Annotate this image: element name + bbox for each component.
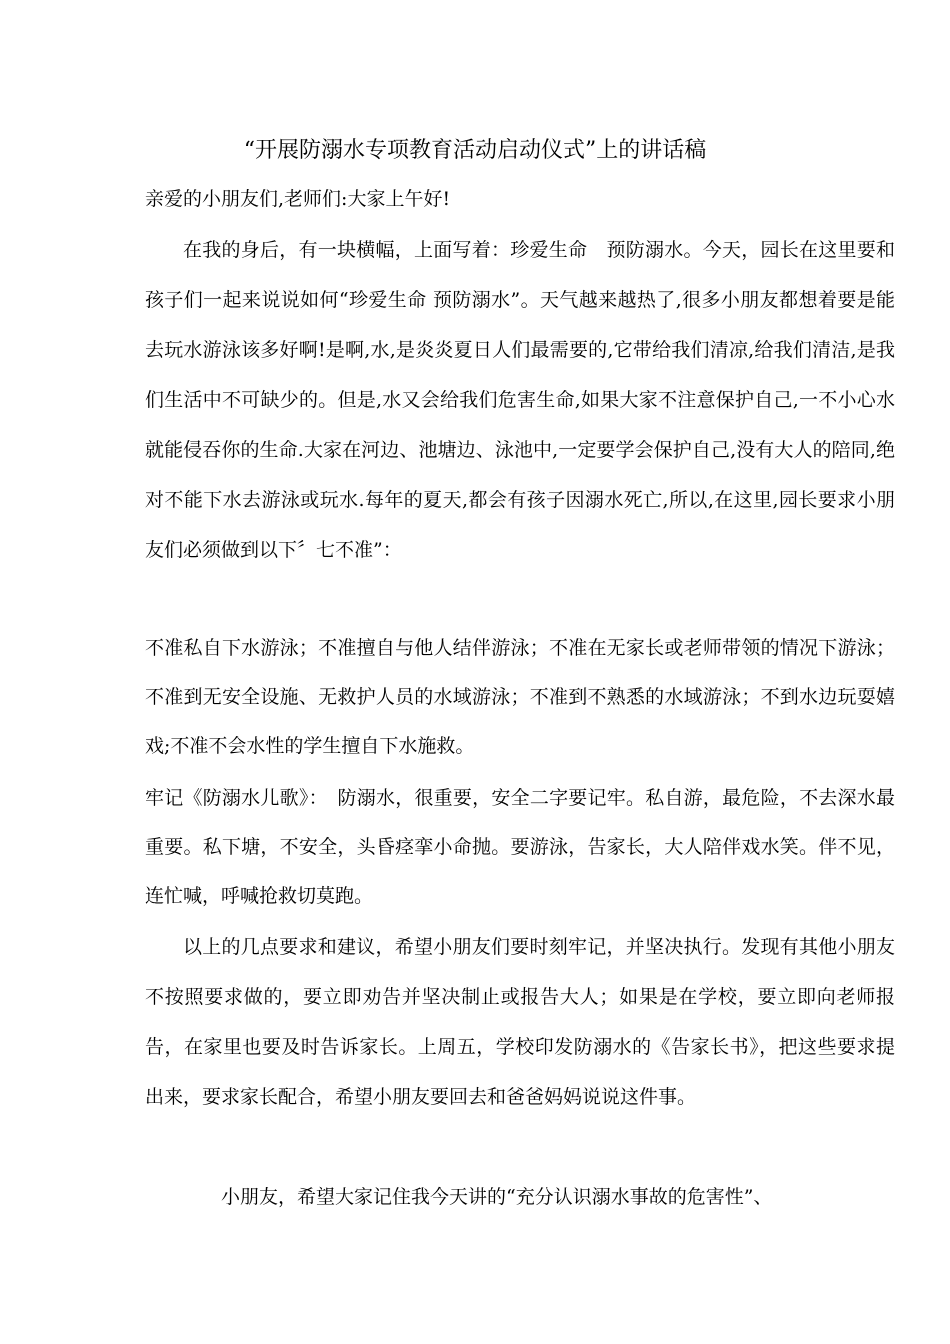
- paragraph-safety-rhyme: 牢记《防溺水儿歌》： 防溺水，很重要，安全二字要记牢。私自游，最危险，不去深水最重要。私下塘，不安全，头昏痉挛小命抛。要游泳，告家长，大人陪伴戏水笑。伴不见，连忙喊，呼喊抢救切莫跑。: [145, 787, 895, 907]
- paragraph-seven-rules: 不准私自下水游泳；不准擅自与他人结伴游泳；不准在无家长或老师带领的情况下游泳；不准到无安全设施、无救护人员的水域游泳；不准到不熟悉的水域游泳；不到水边玩耍嬉戏;不准不会水性的学生擅自下水施救。: [145, 637, 895, 757]
- page-title: “开展防溺水专项教育活动启动仪式”上的讲话稿: [243, 138, 707, 163]
- paragraph-intro: 在我的身后，有一块横幅，上面写着：珍爱生命 预防溺水。今天，园长在这里要和孩子们一起来说说如何“珍爱生命 预防溺水”。天气越来越热了,很多小朋友都想着要是能去玩水游泳该多好啊!是啊,水,是炎炎夏日人们最需要的,它带给我们清凉,给我们清洁,是我们生活中不可缺少的。但是,水又会给我们危害生命,如果大家不注意保护自己,一不小心水就能侵吞你的生命.大家在河边、池塘边、泳池中,一定要学会保护自己,没有大人的陪同,绝对不能下水去游泳或玩水.每年的夏天,都会有孩子因溺水死亡,所以,在这里,园长要求小朋友们必须做到以下〞七不准”：: [145, 239, 895, 561]
- paragraph-requirements: 以上的几点要求和建议，希望小朋友们要时刻牢记，并坚决执行。发现有其他小朋友不按照要求做的，要立即劝告并坚决制止或报告大人；如果是在学校，要立即向老师报告，在家里也要及时告诉家长。上周五，学校印发防溺水的《告家长书》，把这些要求提出来，要求家长配合，希望小朋友要回去和爸爸妈妈说说这件事。: [145, 936, 895, 1108]
- greeting-line: 亲爱的小朋友们,老师们:大家上午好!: [145, 188, 451, 210]
- paragraph-closing: 小朋友，希望大家记住我今天讲的“充分认识溺水事故的危害性”、: [221, 1186, 773, 1208]
